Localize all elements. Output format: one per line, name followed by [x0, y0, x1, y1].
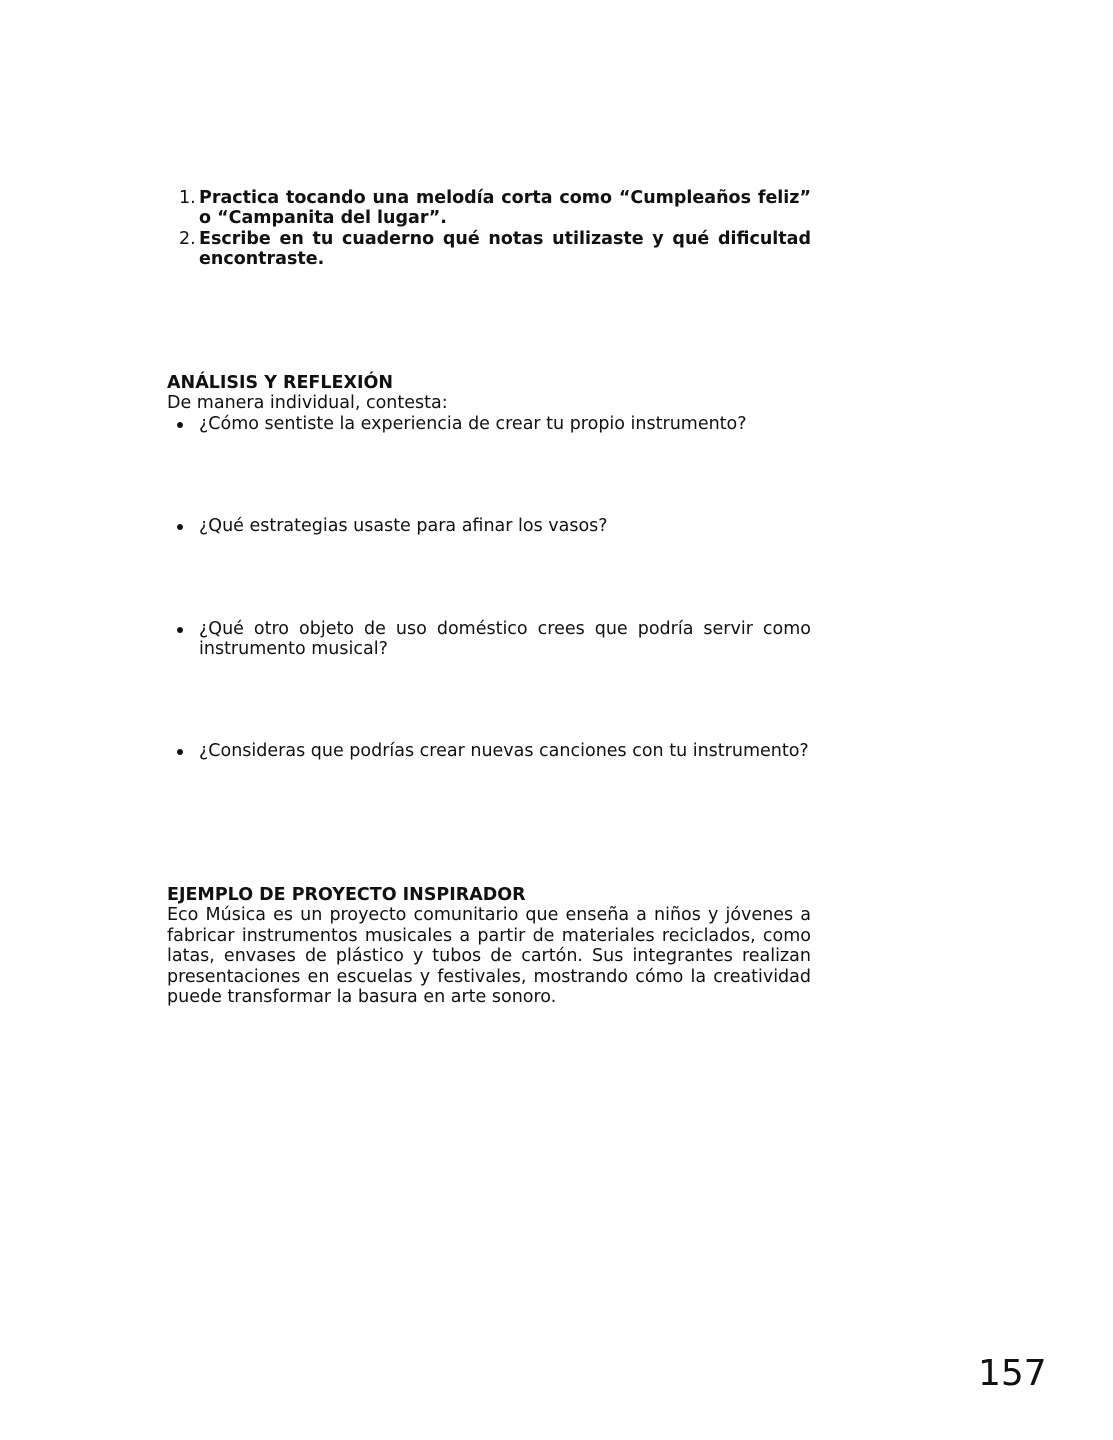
bullet-icon: [177, 627, 183, 633]
question-text: ¿Qué estrategias usaste para afinar los vasos?: [199, 516, 608, 537]
analysis-section: [167, 373, 811, 762]
bullet-icon: [177, 749, 183, 755]
bullet-icon: [177, 422, 183, 428]
activity-number: 2.: [179, 228, 196, 249]
page-number: 157: [978, 1353, 1047, 1394]
activity-text: Practica tocando una melodía corta como “Cumpleaños feliz” o “Campanita del lugar”.: [199, 188, 811, 229]
analysis-heading: ANÁLISIS Y REFLEXIÓN: [167, 373, 393, 393]
question-item: [167, 741, 811, 761]
activity-number: 1.: [179, 188, 196, 208]
question-text: ¿Qué otro objeto de uso doméstico crees que podría servir como instrumento musical?: [199, 618, 811, 660]
activity-item: [167, 188, 811, 229]
activity-item: [167, 229, 811, 270]
project-body: Eco Música es un proyecto comunitario que enseña a niños y jóvenes a fabricar instrumentos musicales a partir de materiales reciclados, como latas, envases de plástico y tubos de cartón. Sus integrantes realizan presentaciones en escuelas y festivales, mostrando cómo la creatividad puede transformar la basura en arte sonoro.: [167, 905, 811, 1008]
activity-list: [167, 188, 811, 270]
question-list: [167, 414, 811, 762]
analysis-intro: De manera individual, contesta:: [167, 393, 448, 414]
document-page: [167, 0, 811, 1440]
bullet-icon: [177, 524, 183, 530]
project-section: [167, 885, 811, 1007]
question-item: [167, 414, 811, 434]
project-heading: EJEMPLO DE PROYECTO INSPIRADOR: [167, 885, 526, 905]
activity-text: Escribe en tu cuaderno qué notas utilizaste y qué dificultad encontraste.: [199, 228, 811, 270]
question-text: ¿Consideras que podrías crear nuevas canciones con tu instrumento?: [199, 741, 809, 762]
question-text: ¿Cómo sentiste la experiencia de crear tu propio instrumento?: [199, 413, 747, 434]
question-item: [167, 619, 811, 660]
question-item: [167, 516, 811, 536]
